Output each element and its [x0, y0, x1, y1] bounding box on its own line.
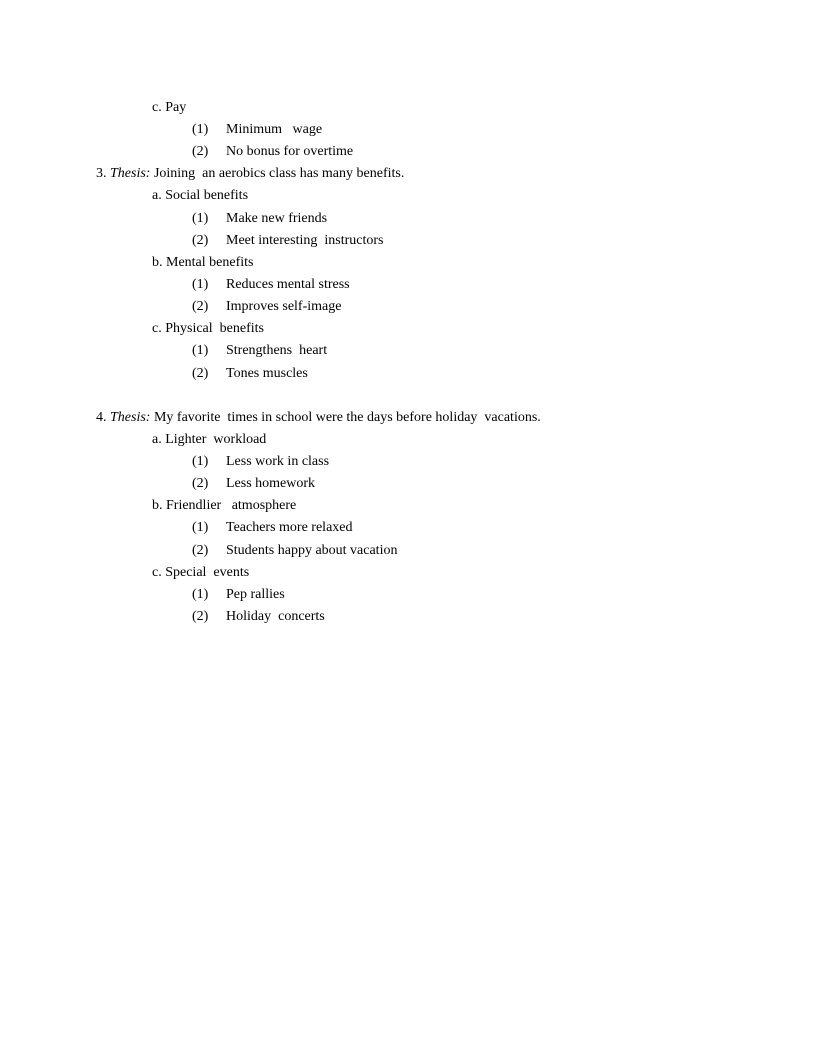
outline-detail	[192, 363, 308, 385]
subheading-text: c. Pay	[152, 100, 187, 115]
thesis-text: My favorite times in school were the days before holiday vacations.	[153, 410, 541, 425]
detail-text: Minimum wage	[226, 122, 323, 137]
outline-subheading	[152, 252, 253, 274]
thesis-number: 3.	[96, 166, 107, 181]
subheading-text: b. Friendlier atmosphere	[152, 498, 297, 513]
detail-text: No bonus for overtime	[226, 144, 354, 159]
detail-number: (1)	[192, 520, 209, 535]
thesis-statement	[96, 163, 404, 185]
thesis-label: Thesis:	[110, 166, 151, 181]
outline-detail	[192, 584, 285, 606]
detail-number: (1)	[192, 454, 209, 469]
subheading-text: a. Lighter workload	[152, 432, 267, 447]
detail-number: (2)	[192, 366, 209, 381]
detail-number: (2)	[192, 476, 209, 491]
detail-number: (1)	[192, 343, 209, 358]
outline-detail	[192, 296, 341, 318]
subheading-text: c. Special events	[152, 565, 250, 580]
outline-detail	[192, 606, 325, 628]
outline-detail	[192, 540, 397, 562]
detail-text: Tones muscles	[226, 366, 308, 381]
detail-text: Pep rallies	[226, 587, 285, 602]
outline-subheading	[152, 495, 296, 517]
outline-subheading	[152, 185, 248, 207]
detail-text: Less work in class	[226, 454, 330, 469]
outline-detail	[192, 274, 350, 296]
outline-subheading	[152, 318, 264, 340]
detail-text: Make new friends	[226, 211, 328, 226]
detail-number: (1)	[192, 211, 209, 226]
detail-text: Less homework	[226, 476, 316, 491]
detail-text: Improves self-image	[226, 299, 342, 314]
detail-text: Meet interesting instructors	[226, 233, 384, 248]
outline-subheading	[152, 97, 186, 119]
detail-number: (2)	[192, 299, 209, 314]
detail-number: (1)	[192, 587, 209, 602]
outline-detail	[192, 340, 327, 362]
thesis-text: Joining an aerobics class has many benefits.	[153, 166, 405, 181]
thesis-statement	[96, 407, 541, 429]
subheading-text: b. Mental benefits	[152, 255, 254, 270]
detail-text: Strengthens heart	[226, 343, 328, 358]
detail-text: Reduces mental stress	[226, 277, 350, 292]
subheading-text: c. Physical benefits	[152, 321, 264, 336]
outline-detail	[192, 141, 353, 163]
outline-subheading	[152, 429, 266, 451]
detail-number: (2)	[192, 609, 209, 624]
detail-text: Students happy about vacation	[226, 543, 398, 558]
outline-detail	[192, 208, 327, 230]
thesis-number: 4.	[96, 410, 107, 425]
detail-text: Holiday concerts	[226, 609, 325, 624]
detail-number: (2)	[192, 144, 209, 159]
detail-text: Teachers more relaxed	[226, 520, 353, 535]
outline-detail	[192, 230, 383, 252]
detail-number: (2)	[192, 543, 209, 558]
subheading-text: a. Social benefits	[152, 188, 249, 203]
outline-detail	[192, 119, 322, 141]
detail-number: (1)	[192, 277, 209, 292]
thesis-label: Thesis:	[110, 410, 151, 425]
detail-number: (1)	[192, 122, 209, 137]
outline-subheading	[152, 562, 249, 584]
detail-number: (2)	[192, 233, 209, 248]
outline-detail	[192, 451, 329, 473]
outline-detail	[192, 473, 315, 495]
outline-detail	[192, 517, 353, 539]
